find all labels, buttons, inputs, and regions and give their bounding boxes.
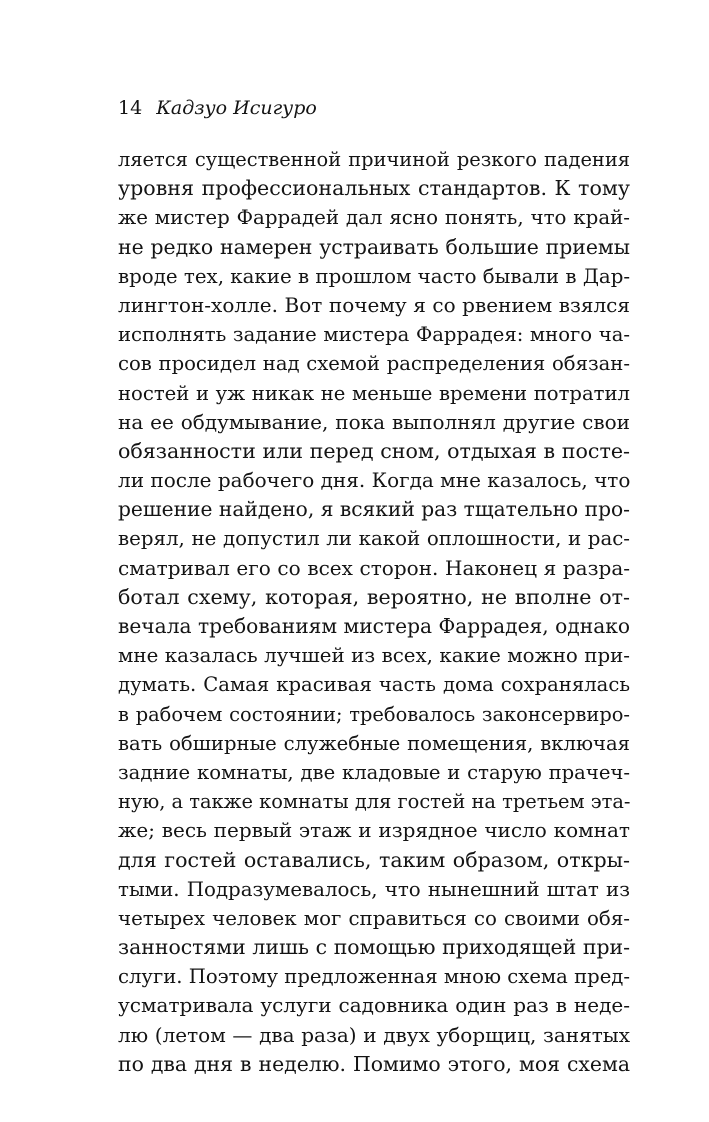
text-line: сматривал его со всех сторон. Наконец я разра- [118, 555, 630, 580]
text-line: занностями лишь с помощью приходящей при- [118, 935, 630, 960]
text-line: на ее обдумывание, пока выполнял другие свои [118, 409, 630, 434]
text-line: четырех человек мог справиться со своими обя- [118, 906, 630, 930]
text-line: верял, не допустил ли какой оплошности, и рас- [118, 527, 630, 551]
text-line: не редко намерен устраивать большие приемы [118, 234, 630, 259]
text-line: ботал схему, которая, вероятно, не вполне от- [118, 584, 630, 609]
text-line: исполнять задание мистера Фаррадея: много ча- [118, 323, 630, 347]
text-line: слуги. Поэтому предложенная мною схема пред- [118, 965, 630, 989]
text-line: лингтон-холле. Вот почему я со рвением взялся [118, 292, 630, 317]
text-line: для гостей оставались, таким образом, откры- [118, 847, 630, 872]
text-line: же; весь первый этаж и изрядное число комнат [118, 818, 630, 843]
text-line: по два дня в неделю. Помимо этого, моя схема [118, 1051, 630, 1076]
text-line: в рабочем состоянии; требовалось законсервиро- [118, 702, 630, 726]
text-line: обязанности или перед сном, отдыхая в посте- [118, 438, 630, 463]
running-head [118, 96, 317, 120]
text-line: вроде тех, какие в прошлом часто бывали в Дар- [118, 264, 630, 288]
text-line: усматривала услуги садовника один раз в неде- [118, 993, 630, 1018]
text-line: мне казалась лучшей из всех, какие можно при- [118, 644, 630, 668]
text-line: сов просидел над схемой распределения обязан- [118, 352, 630, 376]
text-line: задние комнаты, две кладовые и старую прачеч- [118, 760, 630, 784]
text-line: думать. Самая красивая часть дома сохранялась [118, 673, 630, 697]
text-line: же мистер Фаррадей дал ясно понять, что край- [118, 206, 630, 230]
text-line: тыми. Подразумевалось, что нынешний штат из [118, 877, 630, 901]
text-line: лю (летом — два раза) и двух уборщиц, занятых [118, 1022, 630, 1047]
text-line: ностей и уж никак не меньше времени потратил [118, 381, 630, 405]
text-line: ляется существенной причиной резкого падения [118, 148, 630, 171]
author-name: Кадзуо Исигуро [156, 97, 317, 119]
text-line: ли после рабочего дня. Когда мне казалось, что [118, 468, 630, 493]
page-number: 14 [118, 97, 143, 119]
text-line: вать обширные служебные помещения, включая [118, 731, 630, 755]
body-text [118, 145, 630, 1079]
text-line: уровня профессиональных стандартов. К тому [118, 176, 630, 201]
text-line: вечала требованиям мистера Фаррадея, однако [118, 614, 630, 638]
text-line: ную, а также комнаты для гостей на третьем эта- [118, 790, 630, 814]
text-line: решение найдено, я всякий раз тщательно про- [118, 497, 630, 522]
